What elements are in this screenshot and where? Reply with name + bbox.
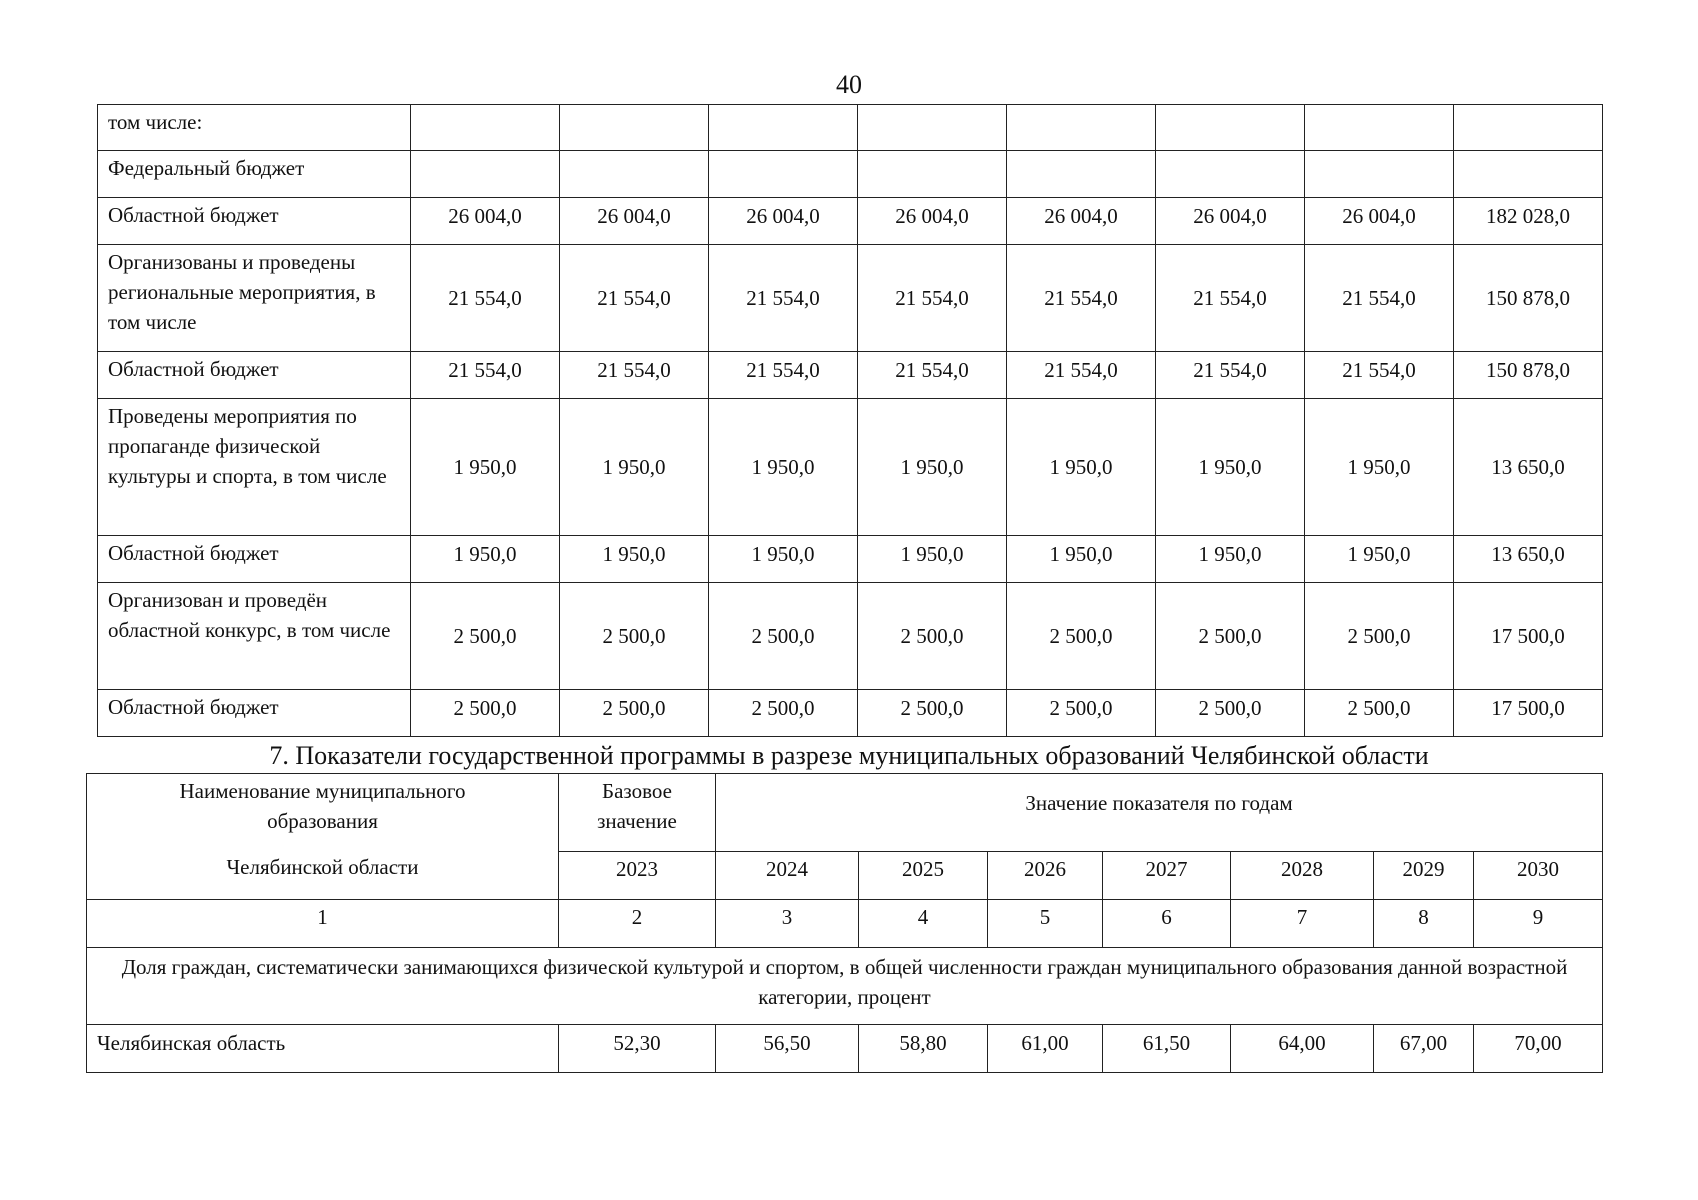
cell-value: 21 554,0 (1007, 352, 1156, 399)
cell-value: 1 950,0 (1007, 536, 1156, 583)
cell-value: 21 554,0 (560, 352, 709, 399)
column-number: 3 (716, 900, 859, 948)
cell-value: 1 950,0 (1305, 536, 1454, 583)
header-row-1 (87, 774, 1603, 852)
cell-value: 26 004,0 (411, 198, 560, 245)
indicator-value: 70,00 (1474, 1025, 1603, 1073)
column-number: 1 (87, 900, 559, 948)
cell-value: 17 500,0 (1454, 690, 1603, 737)
cell-value: 1 950,0 (709, 399, 858, 536)
cell-value: 17 500,0 (1454, 583, 1603, 690)
cell-value (858, 105, 1007, 151)
row-label: Федеральный бюджет (98, 151, 411, 198)
column-number: 2 (559, 900, 716, 948)
cell-value (709, 151, 858, 198)
cell-value: 2 500,0 (1156, 583, 1305, 690)
values-by-year-header: Значение показателя по годам (716, 774, 1603, 852)
municipality-header-line1: Наименование муниципального образования (179, 779, 466, 833)
cell-value: 2 500,0 (560, 690, 709, 737)
cell-value: 21 554,0 (1305, 352, 1454, 399)
cell-value (1454, 151, 1603, 198)
row-label: Организованы и проведены региональные мероприятия, в том числе (98, 245, 411, 352)
indicator-value: 67,00 (1374, 1025, 1474, 1073)
table-row (98, 352, 1603, 399)
cell-value: 21 554,0 (858, 352, 1007, 399)
cell-value: 1 950,0 (1007, 399, 1156, 536)
municipality-header-line2: Челябинской области (226, 855, 419, 879)
cell-value: 26 004,0 (1007, 198, 1156, 245)
cell-value: 2 500,0 (709, 583, 858, 690)
table-row (98, 399, 1603, 536)
column-number-row (87, 900, 1603, 948)
indicator-value: 61,50 (1103, 1025, 1231, 1073)
cell-value: 21 554,0 (1156, 352, 1305, 399)
year-header: 2023 (559, 852, 716, 900)
cell-value: 150 878,0 (1454, 352, 1603, 399)
year-header: 2027 (1103, 852, 1231, 900)
cell-value: 2 500,0 (560, 583, 709, 690)
cell-value (411, 151, 560, 198)
cell-value (1156, 105, 1305, 151)
cell-value: 2 500,0 (1305, 583, 1454, 690)
cell-value: 13 650,0 (1454, 399, 1603, 536)
cell-value: 21 554,0 (1007, 245, 1156, 352)
indicator-value: 58,80 (859, 1025, 988, 1073)
cell-value: 2 500,0 (858, 583, 1007, 690)
cell-value (1305, 151, 1454, 198)
cell-value: 1 950,0 (858, 399, 1007, 536)
municipality-name: Челябинская область (87, 1025, 559, 1073)
column-number: 7 (1231, 900, 1374, 948)
cell-value: 26 004,0 (1305, 198, 1454, 245)
page-number: 40 (836, 70, 862, 99)
row-label: Областной бюджет (98, 198, 411, 245)
row-label: Областной бюджет (98, 352, 411, 399)
cell-value: 2 500,0 (1156, 690, 1305, 737)
table-row (98, 583, 1603, 690)
indicator-value: 64,00 (1231, 1025, 1374, 1073)
cell-value: 2 500,0 (1007, 690, 1156, 737)
cell-value: 2 500,0 (411, 690, 560, 737)
indicator-name-row (87, 948, 1603, 1025)
cell-value (858, 151, 1007, 198)
cell-value: 2 500,0 (411, 583, 560, 690)
base-value-header (559, 774, 716, 852)
table-row (98, 151, 1603, 198)
column-number: 5 (988, 900, 1103, 948)
cell-value: 21 554,0 (858, 245, 1007, 352)
cell-value (411, 105, 560, 151)
cell-value: 1 950,0 (1156, 536, 1305, 583)
cell-value (1156, 151, 1305, 198)
cell-value: 13 650,0 (1454, 536, 1603, 583)
cell-value (560, 151, 709, 198)
indicator-value: 61,00 (988, 1025, 1103, 1073)
base-value-header-label: Базовое значение (597, 779, 677, 833)
cell-value: 21 554,0 (411, 352, 560, 399)
cell-value (1305, 105, 1454, 151)
cell-value (1007, 151, 1156, 198)
cell-value: 26 004,0 (560, 198, 709, 245)
row-label: Областной бюджет (98, 690, 411, 737)
indicator-value: 56,50 (716, 1025, 859, 1073)
column-number: 8 (1374, 900, 1474, 948)
table-row (98, 536, 1603, 583)
year-header: 2025 (859, 852, 988, 900)
cell-value: 1 950,0 (1156, 399, 1305, 536)
table-row (87, 1025, 1603, 1073)
column-number: 9 (1474, 900, 1603, 948)
cell-value: 2 500,0 (858, 690, 1007, 737)
cell-value: 26 004,0 (1156, 198, 1305, 245)
cell-value: 21 554,0 (411, 245, 560, 352)
cell-value: 1 950,0 (1305, 399, 1454, 536)
cell-value: 21 554,0 (560, 245, 709, 352)
cell-value: 21 554,0 (1156, 245, 1305, 352)
cell-value (709, 105, 858, 151)
cell-value: 21 554,0 (709, 245, 858, 352)
cell-value: 1 950,0 (560, 399, 709, 536)
cell-value: 1 950,0 (411, 399, 560, 536)
table-row (98, 105, 1603, 151)
cell-value: 2 500,0 (709, 690, 858, 737)
row-label: том числе: (98, 105, 411, 151)
cell-value: 1 950,0 (709, 536, 858, 583)
cell-value: 182 028,0 (1454, 198, 1603, 245)
indicator-value: 52,30 (559, 1025, 716, 1073)
year-header: 2030 (1474, 852, 1603, 900)
cell-value: 150 878,0 (1454, 245, 1603, 352)
indicators-table (86, 773, 1603, 1073)
column-number: 4 (859, 900, 988, 948)
municipality-header (87, 774, 559, 900)
table-row (98, 690, 1603, 737)
year-header: 2029 (1374, 852, 1474, 900)
year-header: 2028 (1231, 852, 1374, 900)
table-row (98, 245, 1603, 352)
cell-value: 21 554,0 (1305, 245, 1454, 352)
cell-value: 2 500,0 (1305, 690, 1454, 737)
cell-value (1007, 105, 1156, 151)
section-title: 7. Показатели государственной программы в разрезе муниципальных образований Челябинской области (269, 741, 1429, 770)
cell-value: 1 950,0 (560, 536, 709, 583)
cell-value: 1 950,0 (858, 536, 1007, 583)
indicator-name: Доля граждан, систематически занимающихся физической культурой и спортом, в общей численности граждан муниципального образования данной возрастной категории, процент (87, 948, 1603, 1025)
table-row (98, 198, 1603, 245)
cell-value (560, 105, 709, 151)
cell-value (1454, 105, 1603, 151)
cell-value: 2 500,0 (1007, 583, 1156, 690)
row-label: Областной бюджет (98, 536, 411, 583)
year-header: 2026 (988, 852, 1103, 900)
row-label: Организован и проведён областной конкурс, в том числе (98, 583, 411, 690)
finance-table (97, 104, 1603, 737)
cell-value: 21 554,0 (709, 352, 858, 399)
column-number: 6 (1103, 900, 1231, 948)
row-label: Проведены мероприятия по пропаганде физической культуры и спорта, в том числе (98, 399, 411, 536)
cell-value: 26 004,0 (858, 198, 1007, 245)
cell-value: 26 004,0 (709, 198, 858, 245)
year-header: 2024 (716, 852, 859, 900)
cell-value: 1 950,0 (411, 536, 560, 583)
